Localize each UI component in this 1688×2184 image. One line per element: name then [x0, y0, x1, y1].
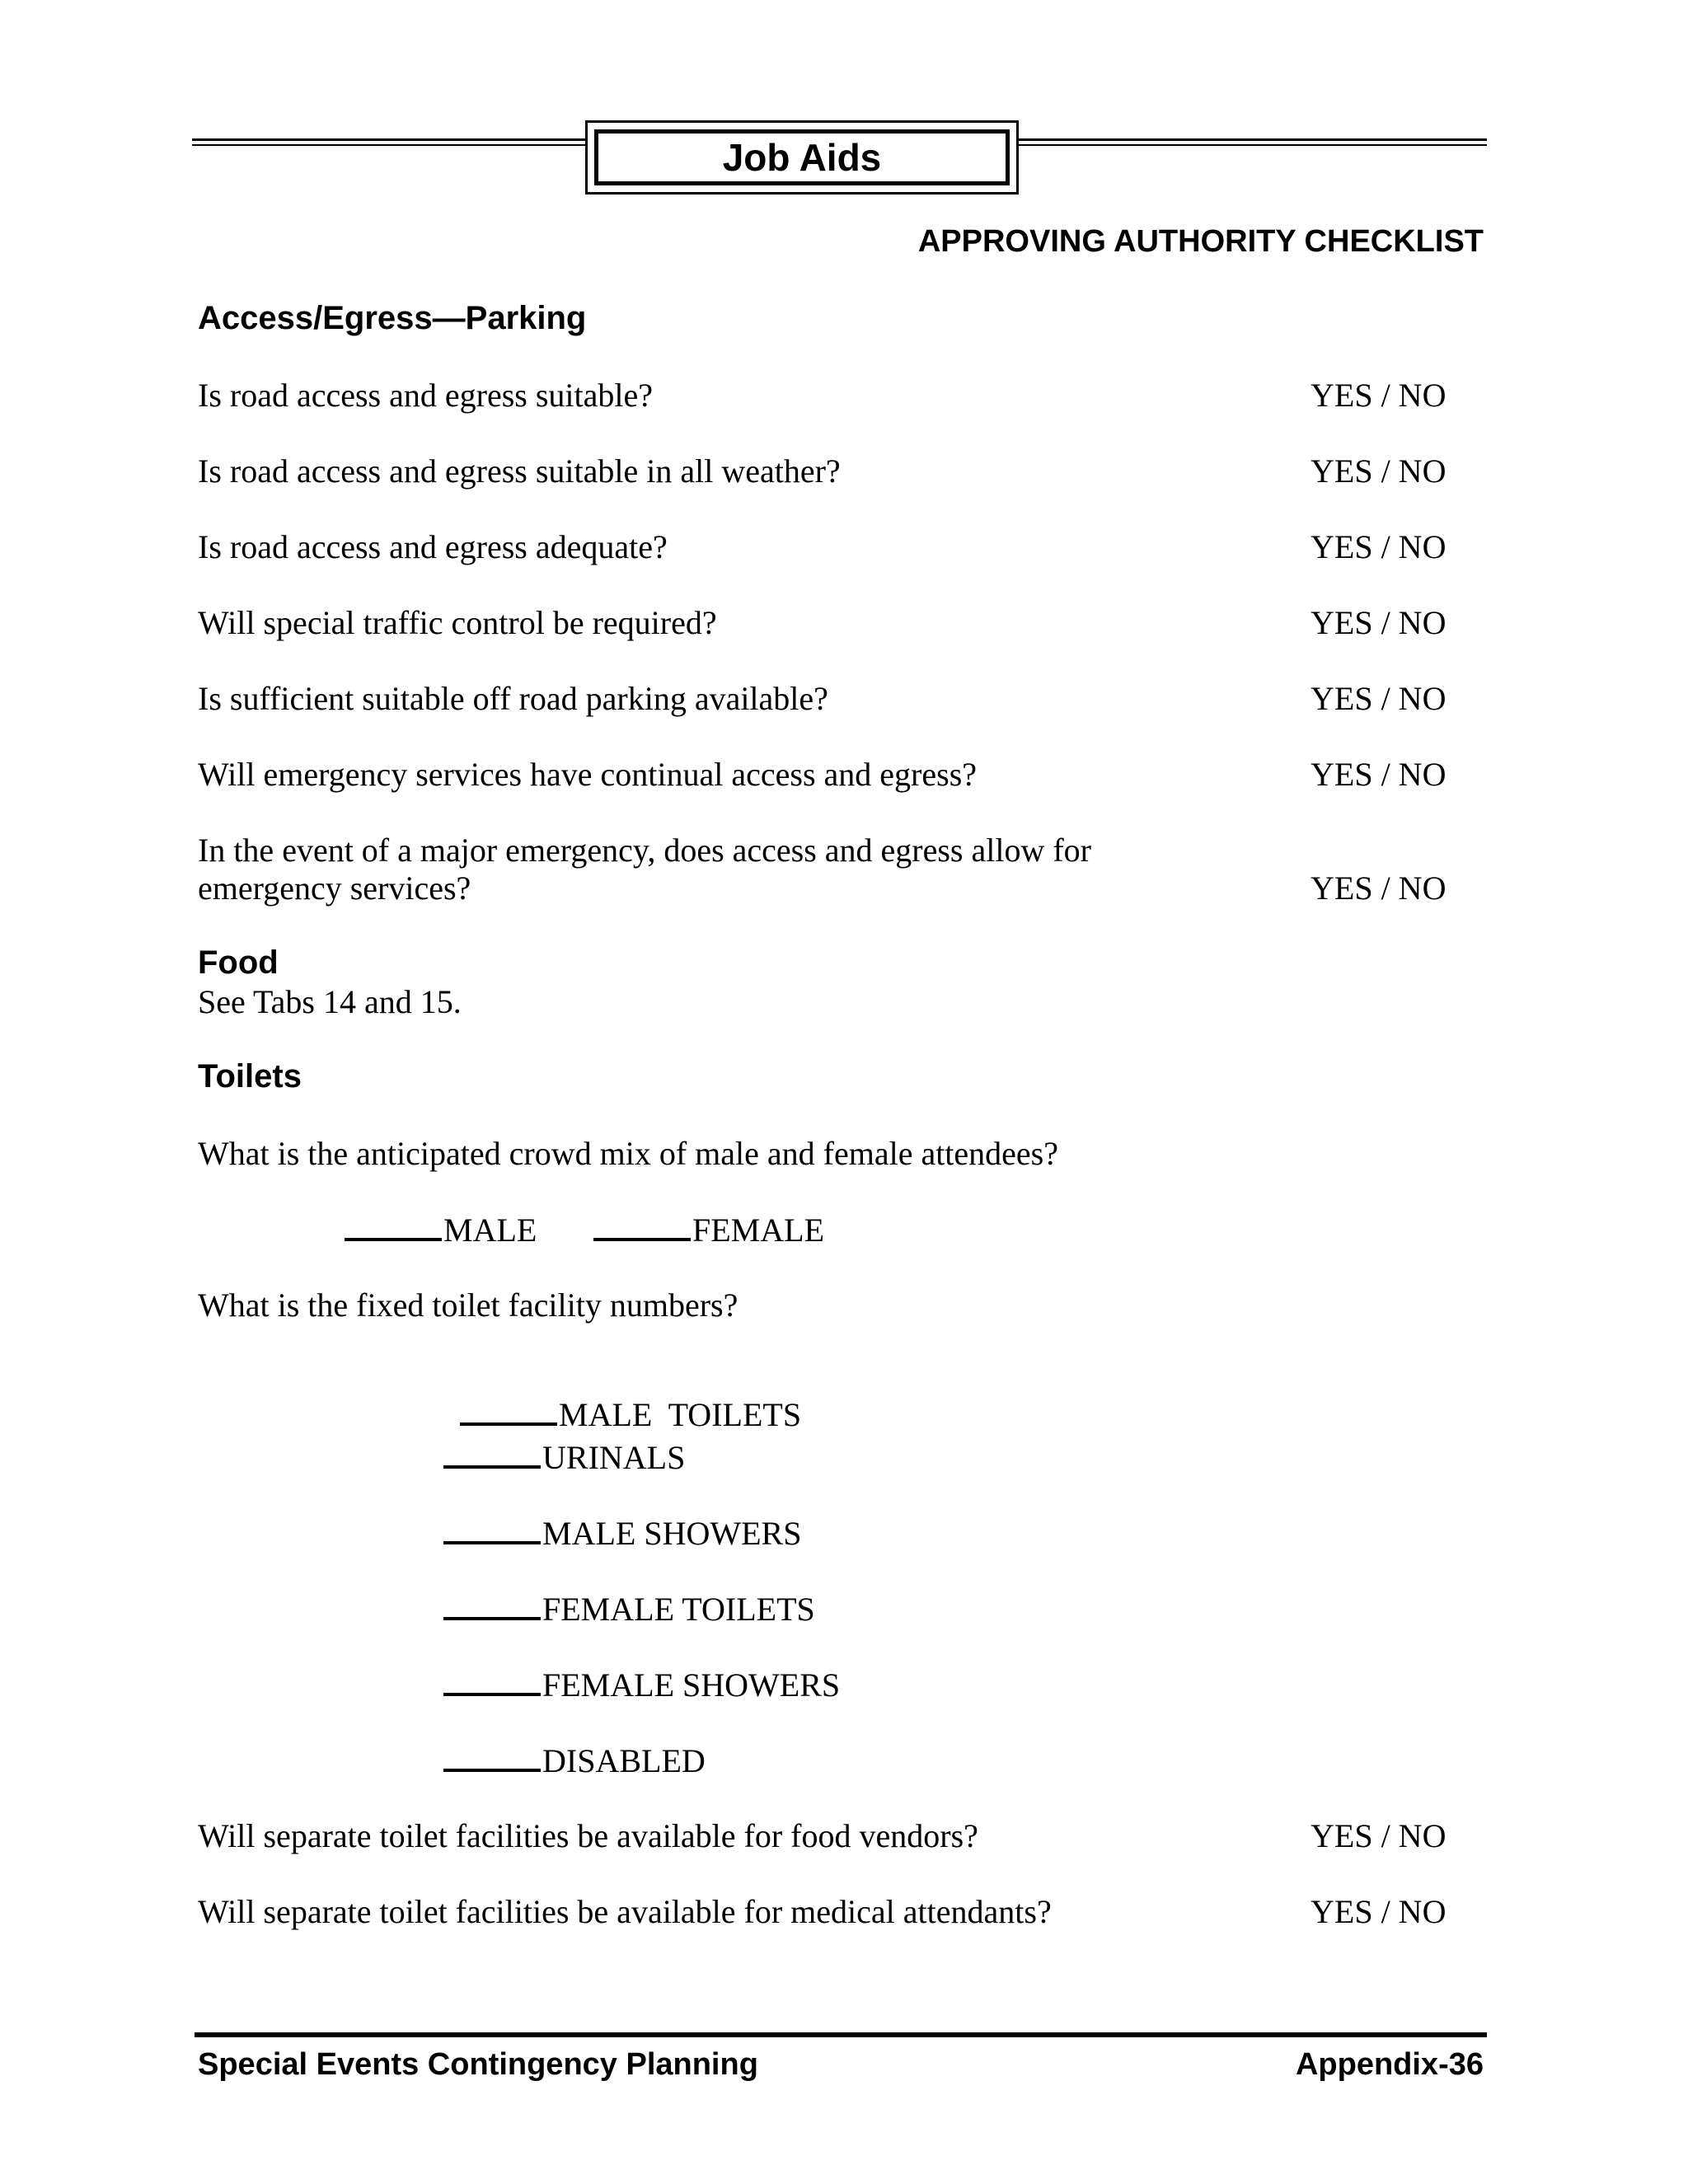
fixed-item-field[interactable] [443, 1441, 685, 1474]
footer-left: Special Events Contingency Planning [198, 2047, 758, 2082]
header-rule-right-bottom [1019, 144, 1487, 146]
blank-line[interactable] [443, 1668, 541, 1696]
yes-no-option[interactable]: YES / NO [1311, 680, 1447, 717]
header-title-box [585, 120, 1019, 194]
fixed-item-label: URINALS [542, 1439, 686, 1476]
question-text: Is road access and egress suitable in all weather? [198, 452, 841, 490]
section-heading-access: Access/Egress—Parking [198, 300, 587, 336]
question-text: Is road access and egress adequate? [198, 528, 668, 565]
question-text-line2: emergency services? [198, 869, 471, 907]
yes-no-option[interactable]: YES / NO [1311, 452, 1447, 490]
fixed-item-field[interactable] [443, 1592, 815, 1626]
question-text: What is the anticipated crowd mix of male and female attendees? [198, 1135, 1059, 1172]
fixed-item-field[interactable] [443, 1668, 840, 1702]
fixed-item-label: MALE TOILETS [559, 1396, 802, 1433]
blank-line[interactable] [443, 1516, 541, 1544]
question-text: Will special traffic control be required? [198, 604, 717, 641]
blank-line[interactable] [593, 1213, 691, 1241]
header-rule-left-bottom [192, 144, 585, 146]
question-text: Is sufficient suitable off road parking available? [198, 680, 828, 717]
section-heading-toilets: Toilets [198, 1058, 302, 1094]
footer-rule [195, 2032, 1487, 2037]
header-title: Job Aids [594, 129, 1010, 185]
question-text: Will separate toilet facilities be available for medical attendants? [198, 1893, 1052, 1930]
yes-no-option[interactable]: YES / NO [1311, 377, 1447, 414]
fixed-item-label: DISABLED [542, 1742, 706, 1779]
fixed-item-field[interactable] [443, 1516, 801, 1550]
question-text: Will separate toilet facilities be available for food vendors? [198, 1817, 978, 1854]
food-text: See Tabs 14 and 15. [198, 983, 462, 1020]
mix-male-label: MALE [443, 1212, 537, 1249]
mix-female-field[interactable] [593, 1213, 824, 1247]
header-rule-left-top [192, 138, 585, 141]
section-heading-food: Food [198, 944, 279, 981]
yes-no-option[interactable]: YES / NO [1311, 1893, 1447, 1930]
blank-line[interactable] [345, 1213, 442, 1241]
blank-line[interactable] [443, 1592, 541, 1620]
question-text: Will emergency services have continual access and egress? [198, 756, 978, 793]
fixed-item-label: MALE SHOWERS [542, 1515, 802, 1552]
blank-line[interactable] [460, 1398, 557, 1426]
question-text-line1: In the event of a major emergency, does access and egress allow for [198, 832, 1092, 869]
footer-right: Appendix-36 [1295, 2047, 1484, 2082]
question-text: Is road access and egress suitable? [198, 377, 653, 414]
mix-female-label: FEMALE [692, 1212, 824, 1249]
checklist-title: APPROVING AUTHORITY CHECKLIST [917, 224, 1484, 259]
yes-no-option[interactable]: YES / NO [1311, 869, 1447, 907]
yes-no-option[interactable]: YES / NO [1311, 1817, 1447, 1854]
blank-line[interactable] [443, 1441, 541, 1469]
fixed-item-field[interactable] [443, 1365, 801, 1432]
mix-male-field[interactable] [345, 1213, 537, 1247]
question-text: What is the fixed toilet facility numbers? [198, 1286, 738, 1324]
fixed-item-label: FEMALE TOILETS [542, 1591, 815, 1628]
fixed-item-field[interactable] [443, 1744, 706, 1778]
yes-no-option[interactable]: YES / NO [1311, 756, 1447, 793]
yes-no-option[interactable]: YES / NO [1311, 604, 1447, 641]
blank-line[interactable] [443, 1744, 541, 1772]
header-rule-right-top [1019, 138, 1487, 141]
yes-no-option[interactable]: YES / NO [1311, 528, 1447, 565]
fixed-item-label: FEMALE SHOWERS [542, 1666, 841, 1704]
